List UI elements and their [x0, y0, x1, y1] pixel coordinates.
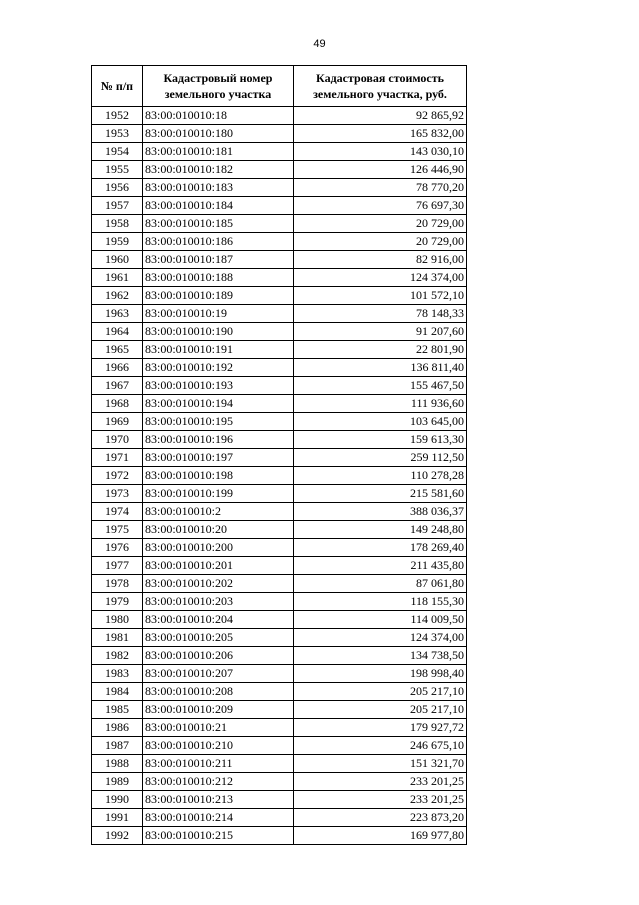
- cadastral-value-cell: 103 645,00: [294, 413, 467, 431]
- cadastral-value-cell: 78 148,33: [294, 305, 467, 323]
- cadastral-number-cell: 83:00:010010:206: [143, 647, 294, 665]
- row-number-cell: 1989: [92, 773, 143, 791]
- table-row: [92, 269, 467, 287]
- cadastral-number-cell: 83:00:010010:190: [143, 323, 294, 341]
- row-number-cell: 1961: [92, 269, 143, 287]
- cadastral-value-cell: 151 321,70: [294, 755, 467, 773]
- cadastral-number-cell: 83:00:010010:200: [143, 539, 294, 557]
- row-number-cell: 1992: [92, 827, 143, 845]
- cadastral-number-cell: 83:00:010010:191: [143, 341, 294, 359]
- cadastral-value-cell: 92 865,92: [294, 107, 467, 125]
- table-row: [92, 341, 467, 359]
- row-number-cell: 1965: [92, 341, 143, 359]
- table-row: [92, 143, 467, 161]
- table-row: [92, 377, 467, 395]
- table-row: [92, 737, 467, 755]
- row-number-cell: 1952: [92, 107, 143, 125]
- table-row: [92, 557, 467, 575]
- table-row: [92, 359, 467, 377]
- cadastral-number-cell: 83:00:010010:215: [143, 827, 294, 845]
- cadastral-number-cell: 83:00:010010:185: [143, 215, 294, 233]
- row-number-cell: 1953: [92, 125, 143, 143]
- cadastral-value-cell: 149 248,80: [294, 521, 467, 539]
- cadastral-value-cell: 233 201,25: [294, 773, 467, 791]
- cadastral-number-cell: 83:00:010010:181: [143, 143, 294, 161]
- cadastral-value-cell: 205 217,10: [294, 683, 467, 701]
- row-number-cell: 1978: [92, 575, 143, 593]
- cadastral-value-cell: 169 977,80: [294, 827, 467, 845]
- row-number-cell: 1991: [92, 809, 143, 827]
- cadastral-number-cell: 83:00:010010:213: [143, 791, 294, 809]
- cadastral-number-cell: 83:00:010010:20: [143, 521, 294, 539]
- cadastral-number-cell: 83:00:010010:2: [143, 503, 294, 521]
- cadastral-number-cell: 83:00:010010:214: [143, 809, 294, 827]
- table-row: [92, 665, 467, 683]
- row-number-cell: 1986: [92, 719, 143, 737]
- row-number-cell: 1972: [92, 467, 143, 485]
- row-number-cell: 1959: [92, 233, 143, 251]
- table-row: [92, 125, 467, 143]
- row-number-cell: 1969: [92, 413, 143, 431]
- cadastral-number-cell: 83:00:010010:209: [143, 701, 294, 719]
- cadastral-value-cell: 259 112,50: [294, 449, 467, 467]
- cadastral-number-cell: 83:00:010010:204: [143, 611, 294, 629]
- row-number-cell: 1988: [92, 755, 143, 773]
- table-row: [92, 683, 467, 701]
- row-number-cell: 1979: [92, 593, 143, 611]
- cadastral-number-cell: 83:00:010010:186: [143, 233, 294, 251]
- row-number-cell: 1973: [92, 485, 143, 503]
- cadastral-value-cell: 22 801,90: [294, 341, 467, 359]
- row-number-cell: 1984: [92, 683, 143, 701]
- cadastral-number-cell: 83:00:010010:193: [143, 377, 294, 395]
- row-number-cell: 1990: [92, 791, 143, 809]
- cadastral-number-cell: 83:00:010010:19: [143, 305, 294, 323]
- row-number-cell: 1966: [92, 359, 143, 377]
- row-number-cell: 1968: [92, 395, 143, 413]
- table-row: [92, 575, 467, 593]
- cadastral-number-cell: 83:00:010010:199: [143, 485, 294, 503]
- cadastral-value-cell: 211 435,80: [294, 557, 467, 575]
- cadastral-number-cell: 83:00:010010:207: [143, 665, 294, 683]
- cadastral-value-table: [91, 65, 467, 845]
- cadastral-number-cell: 83:00:010010:187: [143, 251, 294, 269]
- cadastral-value-cell: 205 217,10: [294, 701, 467, 719]
- cadastral-number-cell: 83:00:010010:182: [143, 161, 294, 179]
- cadastral-value-cell: 110 278,28: [294, 467, 467, 485]
- header-cadastral-value: Кадастровая стоимость земельного участка, руб.: [294, 66, 467, 107]
- table-row: [92, 647, 467, 665]
- cadastral-value-cell: 155 467,50: [294, 377, 467, 395]
- table-row: [92, 233, 467, 251]
- cadastral-number-cell: 83:00:010010:196: [143, 431, 294, 449]
- table-row: [92, 197, 467, 215]
- cadastral-number-cell: 83:00:010010:194: [143, 395, 294, 413]
- cadastral-number-cell: 83:00:010010:208: [143, 683, 294, 701]
- row-number-cell: 1956: [92, 179, 143, 197]
- row-number-cell: 1962: [92, 287, 143, 305]
- cadastral-number-cell: 83:00:010010:212: [143, 773, 294, 791]
- cadastral-value-cell: 198 998,40: [294, 665, 467, 683]
- table-row: [92, 107, 467, 125]
- cadastral-number-cell: 83:00:010010:195: [143, 413, 294, 431]
- cadastral-value-cell: 233 201,25: [294, 791, 467, 809]
- table-row: [92, 593, 467, 611]
- cadastral-value-cell: 165 832,00: [294, 125, 467, 143]
- row-number-cell: 1955: [92, 161, 143, 179]
- table-row: [92, 431, 467, 449]
- page-number: 49: [313, 38, 326, 50]
- row-number-cell: 1981: [92, 629, 143, 647]
- cadastral-number-cell: 83:00:010010:198: [143, 467, 294, 485]
- table-row: [92, 755, 467, 773]
- row-number-cell: 1975: [92, 521, 143, 539]
- cadastral-number-cell: 83:00:010010:184: [143, 197, 294, 215]
- cadastral-number-cell: 83:00:010010:18: [143, 107, 294, 125]
- cadastral-number-cell: 83:00:010010:211: [143, 755, 294, 773]
- table-row: [92, 161, 467, 179]
- cadastral-number-cell: 83:00:010010:180: [143, 125, 294, 143]
- table-row: [92, 773, 467, 791]
- table-row: [92, 179, 467, 197]
- header-cadastral-number: Кадастровый номер земельного участка: [143, 66, 294, 107]
- cadastral-value-cell: 178 269,40: [294, 539, 467, 557]
- row-number-cell: 1954: [92, 143, 143, 161]
- row-number-cell: 1985: [92, 701, 143, 719]
- table-row: [92, 629, 467, 647]
- cadastral-value-cell: 87 061,80: [294, 575, 467, 593]
- table-row: [92, 503, 467, 521]
- cadastral-value-cell: 223 873,20: [294, 809, 467, 827]
- cadastral-value-cell: 114 009,50: [294, 611, 467, 629]
- cadastral-value-cell: 136 811,40: [294, 359, 467, 377]
- table-row: [92, 287, 467, 305]
- table-row: [92, 251, 467, 269]
- cadastral-value-cell: 76 697,30: [294, 197, 467, 215]
- cadastral-number-cell: 83:00:010010:203: [143, 593, 294, 611]
- table-row: [92, 521, 467, 539]
- cadastral-value-cell: 111 936,60: [294, 395, 467, 413]
- cadastral-number-cell: 83:00:010010:21: [143, 719, 294, 737]
- cadastral-value-cell: 101 572,10: [294, 287, 467, 305]
- row-number-cell: 1983: [92, 665, 143, 683]
- row-number-cell: 1960: [92, 251, 143, 269]
- row-number-cell: 1967: [92, 377, 143, 395]
- cadastral-value-cell: 78 770,20: [294, 179, 467, 197]
- table-header-row: [92, 66, 467, 107]
- cadastral-number-cell: 83:00:010010:192: [143, 359, 294, 377]
- table-body: [92, 107, 467, 845]
- table-row: [92, 809, 467, 827]
- table-row: [92, 611, 467, 629]
- cadastral-value-cell: 20 729,00: [294, 233, 467, 251]
- header-row-number: № п/п: [92, 66, 143, 107]
- cadastral-number-cell: 83:00:010010:188: [143, 269, 294, 287]
- table-row: [92, 485, 467, 503]
- table-row: [92, 467, 467, 485]
- row-number-cell: 1964: [92, 323, 143, 341]
- table-row: [92, 413, 467, 431]
- cadastral-value-cell: 159 613,30: [294, 431, 467, 449]
- row-number-cell: 1976: [92, 539, 143, 557]
- row-number-cell: 1957: [92, 197, 143, 215]
- cadastral-value-cell: 91 207,60: [294, 323, 467, 341]
- table-row: [92, 827, 467, 845]
- cadastral-value-cell: 388 036,37: [294, 503, 467, 521]
- cadastral-number-cell: 83:00:010010:189: [143, 287, 294, 305]
- table-row: [92, 323, 467, 341]
- cadastral-value-cell: 82 916,00: [294, 251, 467, 269]
- cadastral-value-cell: 215 581,60: [294, 485, 467, 503]
- cadastral-number-cell: 83:00:010010:183: [143, 179, 294, 197]
- row-number-cell: 1970: [92, 431, 143, 449]
- cadastral-value-cell: 143 030,10: [294, 143, 467, 161]
- cadastral-number-cell: 83:00:010010:210: [143, 737, 294, 755]
- table-row: [92, 305, 467, 323]
- table-row: [92, 449, 467, 467]
- cadastral-value-cell: 124 374,00: [294, 629, 467, 647]
- cadastral-number-cell: 83:00:010010:202: [143, 575, 294, 593]
- cadastral-number-cell: 83:00:010010:205: [143, 629, 294, 647]
- row-number-cell: 1963: [92, 305, 143, 323]
- table-row: [92, 539, 467, 557]
- cadastral-value-cell: 124 374,00: [294, 269, 467, 287]
- cadastral-number-cell: 83:00:010010:197: [143, 449, 294, 467]
- row-number-cell: 1971: [92, 449, 143, 467]
- cadastral-value-cell: 20 729,00: [294, 215, 467, 233]
- row-number-cell: 1987: [92, 737, 143, 755]
- cadastral-value-cell: 246 675,10: [294, 737, 467, 755]
- row-number-cell: 1980: [92, 611, 143, 629]
- row-number-cell: 1977: [92, 557, 143, 575]
- row-number-cell: 1982: [92, 647, 143, 665]
- table-row: [92, 701, 467, 719]
- table-row: [92, 791, 467, 809]
- cadastral-value-cell: 179 927,72: [294, 719, 467, 737]
- row-number-cell: 1958: [92, 215, 143, 233]
- table-row: [92, 215, 467, 233]
- table-row: [92, 395, 467, 413]
- cadastral-value-cell: 134 738,50: [294, 647, 467, 665]
- table-row: [92, 719, 467, 737]
- cadastral-value-cell: 126 446,90: [294, 161, 467, 179]
- row-number-cell: 1974: [92, 503, 143, 521]
- cadastral-number-cell: 83:00:010010:201: [143, 557, 294, 575]
- cadastral-value-cell: 118 155,30: [294, 593, 467, 611]
